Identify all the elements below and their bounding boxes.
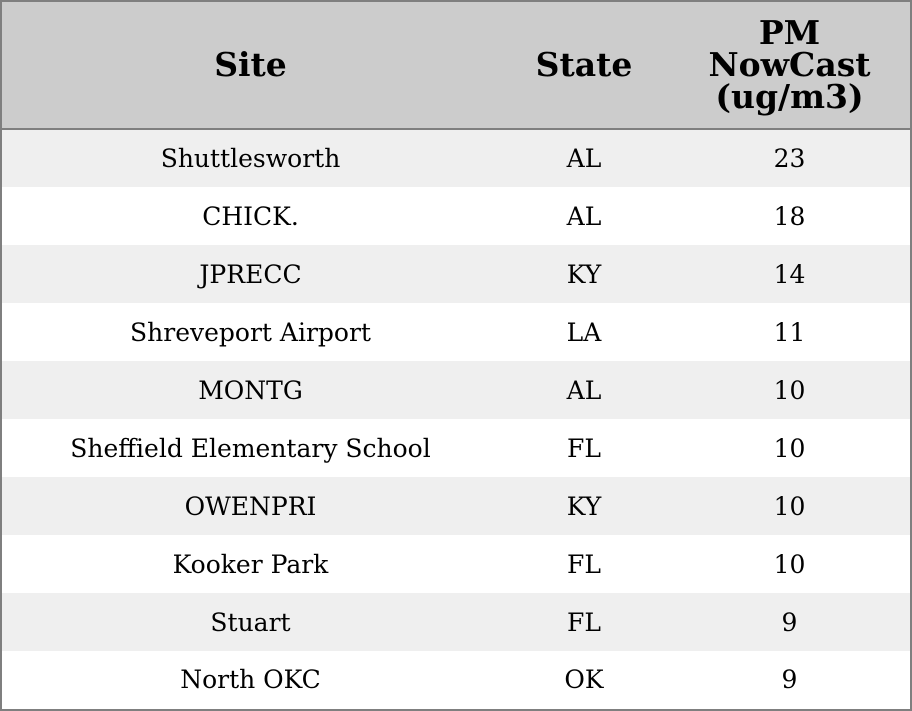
cell-pm-value: 10 bbox=[773, 375, 806, 405]
table-row bbox=[2, 245, 910, 303]
cell-state: AL bbox=[566, 375, 602, 405]
pm-nowcast-table bbox=[2, 2, 910, 708]
column-header-pm-nowcast bbox=[669, 2, 910, 129]
column-header-pm-line-2: NowCast bbox=[708, 45, 871, 84]
cell-pm-value: 23 bbox=[773, 144, 806, 173]
cell-site: Shuttlesworth bbox=[160, 144, 341, 173]
cell-pm-value: 10 bbox=[773, 433, 806, 463]
cell-pm-value: 11 bbox=[773, 317, 806, 347]
cell-state: AL bbox=[566, 144, 602, 173]
cell-state: AL bbox=[566, 201, 602, 231]
column-header-pm-line-3: (ug/m3) bbox=[715, 77, 864, 116]
cell-site: JPRECC bbox=[199, 259, 302, 289]
cell-state: KY bbox=[566, 491, 602, 521]
cell-state: OK bbox=[564, 665, 604, 694]
cell-pm-value: 18 bbox=[773, 201, 806, 231]
table-row bbox=[2, 593, 910, 651]
cell-state: LA bbox=[566, 317, 602, 347]
cell-pm-value: 10 bbox=[773, 549, 806, 579]
table-row bbox=[2, 129, 910, 187]
cell-site: North OKC bbox=[180, 665, 321, 694]
cell-pm-value: 9 bbox=[781, 607, 798, 637]
table-row bbox=[2, 477, 910, 535]
cell-site: MONTG bbox=[198, 375, 303, 405]
column-header-pm-line-1: PM bbox=[758, 13, 821, 52]
cell-state: KY bbox=[566, 259, 602, 289]
table-header-row bbox=[2, 2, 910, 129]
table-body bbox=[2, 129, 910, 708]
cell-state: FL bbox=[567, 607, 601, 637]
cell-state: FL bbox=[567, 433, 601, 463]
cell-pm-value: 9 bbox=[781, 665, 798, 694]
column-header-state bbox=[499, 2, 669, 129]
table-row bbox=[2, 187, 910, 245]
table-row bbox=[2, 651, 910, 708]
cell-pm-value: 10 bbox=[773, 491, 806, 521]
cell-site: CHICK. bbox=[202, 201, 299, 231]
table-row bbox=[2, 303, 910, 361]
column-header-site-label: Site bbox=[214, 45, 287, 84]
table-row bbox=[2, 361, 910, 419]
cell-state: FL bbox=[567, 549, 601, 579]
column-header-site bbox=[2, 2, 499, 129]
cell-site: Shreveport Airport bbox=[130, 317, 371, 347]
cell-site: Stuart bbox=[210, 607, 291, 637]
cell-site: OWENPRI bbox=[184, 491, 317, 521]
cell-site: Sheffield Elementary School bbox=[70, 433, 431, 463]
cell-pm-value: 14 bbox=[773, 259, 806, 289]
cell-site: Kooker Park bbox=[172, 549, 329, 579]
table-row bbox=[2, 419, 910, 477]
column-header-state-label: State bbox=[535, 45, 633, 84]
table-row bbox=[2, 535, 910, 593]
